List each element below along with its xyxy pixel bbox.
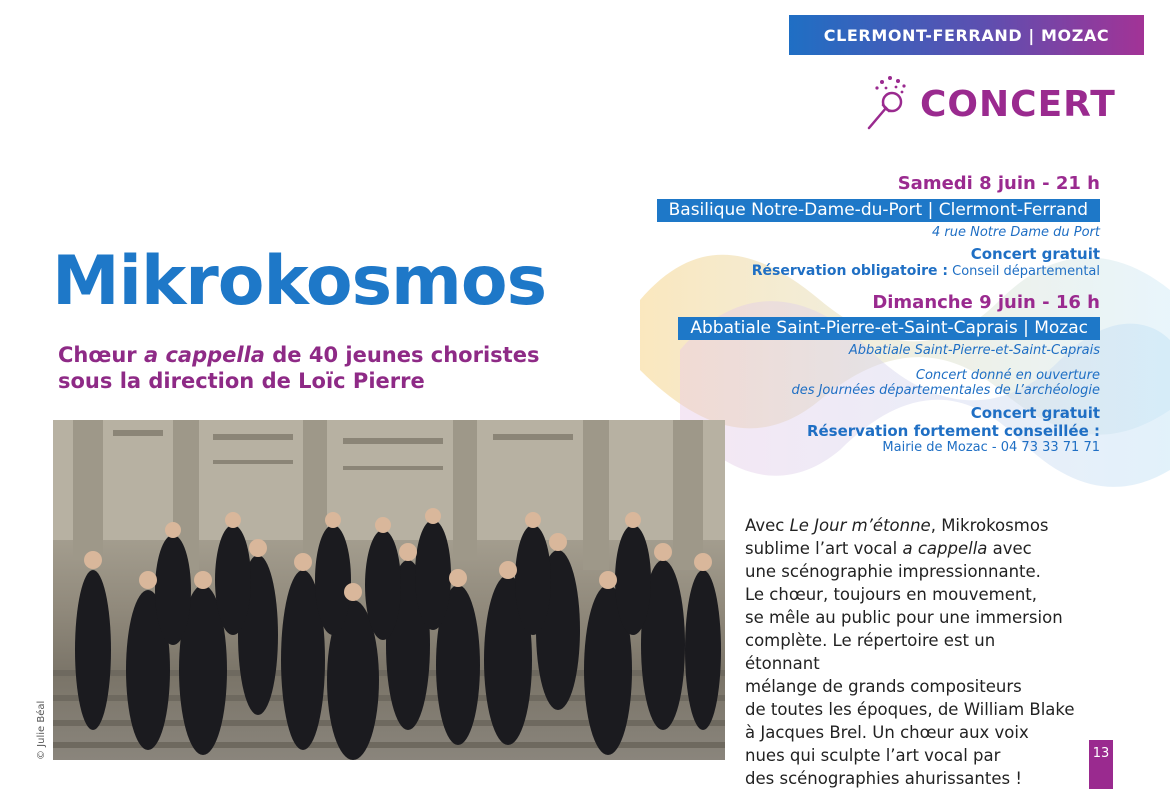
- event1-venue: Basilique Notre-Dame-du-Port | Clermont-Ferrand: [657, 199, 1100, 222]
- event1-block: [657, 173, 1100, 279]
- description-line: mélange de grands compositeurs: [745, 677, 1022, 696]
- event2-reservation-label: Réservation fortement conseillée :: [806, 422, 1100, 440]
- microphone-icon: [860, 72, 910, 136]
- event2-note-1: Concert donné en ouverture: [915, 368, 1100, 383]
- subtitle-line-1: [58, 342, 539, 368]
- page-number: 13: [1089, 740, 1113, 789]
- event1-reservation-value: Conseil départemental: [947, 264, 1100, 279]
- event1-reservation: [657, 263, 1100, 279]
- description-line: [745, 514, 1075, 537]
- description-line: de toutes les époques, de William Blake: [745, 700, 1075, 719]
- show-title: Le Jour m’étonne: [789, 516, 931, 535]
- photo-credit: © Julie Béal: [36, 700, 47, 760]
- event2-date: Dimanche 9 juin - 16 h: [872, 292, 1100, 313]
- description-part: , Mikrokosmos: [930, 516, 1049, 535]
- description-part: Avec: [745, 516, 790, 535]
- description-line: à Jacques Brel. Un chœur aux voix: [745, 723, 1029, 742]
- event2-reservation-value: Mairie de Mozac - 04 73 33 71 71: [882, 440, 1100, 455]
- choir-photo: [53, 420, 725, 760]
- category-header: [860, 72, 1116, 136]
- description: [745, 514, 1075, 790]
- event2-address: Abbatiale Saint-Pierre-et-Saint-Caprais: [848, 343, 1100, 358]
- subtitle-part: de 40 jeunes choristes: [264, 343, 540, 367]
- event1-price: Concert gratuit: [970, 245, 1100, 263]
- description-line: complète. Le répertoire est un étonnant: [745, 631, 996, 673]
- subtitle-italic: a cappella: [143, 343, 265, 367]
- event1-address: 4 rue Notre Dame du Port: [932, 225, 1100, 240]
- page-title: Mikrokosmos: [52, 242, 547, 321]
- event2-venue: Abbatiale Saint-Pierre-et-Saint-Caprais | Mozac: [678, 317, 1100, 340]
- subtitle: [58, 342, 539, 394]
- category-label: CONCERT: [920, 83, 1116, 125]
- subtitle-part: Chœur: [58, 343, 144, 367]
- event1-reservation-label: Réservation obligatoire :: [751, 263, 948, 279]
- event2-block: [678, 292, 1100, 455]
- event2-price: Concert gratuit: [970, 404, 1100, 422]
- event2-note-2: des Journées départementales de L’archéologie: [791, 383, 1100, 398]
- description-line: des scénographies ahurissantes !: [745, 769, 1022, 788]
- subtitle-line-2: sous la direction de Loïc Pierre: [58, 369, 425, 393]
- description-line: se mêle au public pour une immersion: [745, 608, 1063, 627]
- location-banner: [789, 15, 1144, 55]
- description-line: une scénographie impressionnante.: [745, 562, 1041, 581]
- description-line: Le chœur, toujours en mouvement,: [745, 585, 1038, 604]
- description-italic: a cappella: [902, 539, 988, 558]
- description-part: sublime l’art vocal: [745, 539, 903, 558]
- location-label: CLERMONT-FERRAND | MOZAC: [823, 25, 1110, 45]
- description-line: nues qui sculpte l’art vocal par: [745, 746, 1001, 765]
- event1-date: Samedi 8 juin - 21 h: [897, 173, 1100, 194]
- choir-photo-illustration: [53, 420, 725, 760]
- description-line: [745, 537, 1075, 560]
- description-part: avec: [987, 539, 1032, 558]
